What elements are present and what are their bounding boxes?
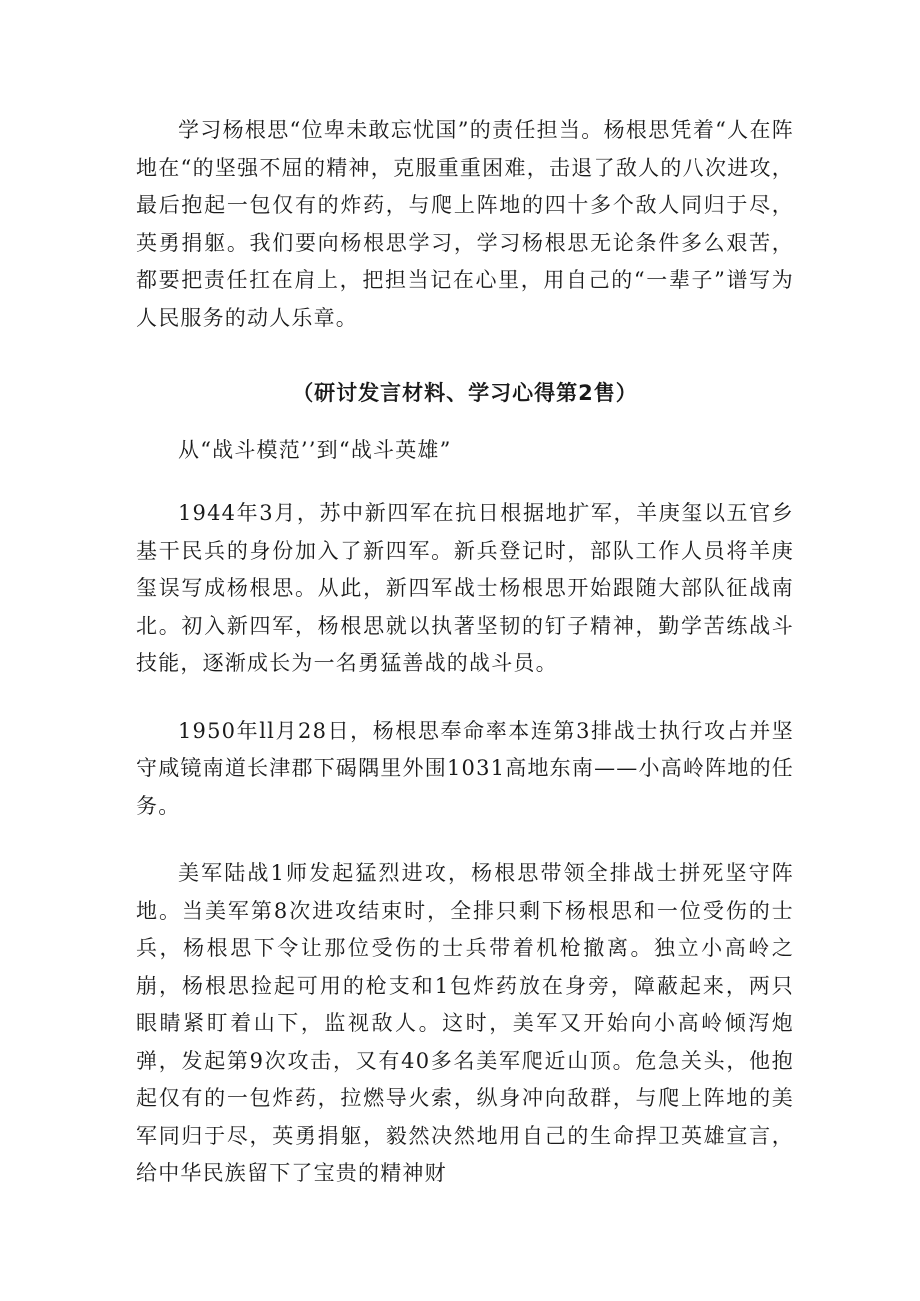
paragraph-responsibility: 学习杨根思“位卑未敢忘忧国”的责任担当。杨根思凭着“人在阵地在“的坚强不屈的精神，克服重重困难，击退了敌人的八次进攻，最后抱起一包仅有的炸药，与爬上阵地的四十多个敌人同归于尽，英勇捐躯。我们要向杨根思学习，学习杨根思无论条件多么艰苦，都要把责任扛在肩上，把担当记在心里，用自己的“一辈子”谱写为人民服务的动人乐章。 (136, 118, 794, 330)
paragraph-enlistment: 1944年3月，苏中新四军在抗日根据地扩军，羊庚玺以五官乡基干民兵的身份加入了新四军。新兵登记时，部队工作人员将羊庚玺误写成杨根思。从此，新四军战士杨根思开始跟随大部队征战南北。初入新四军，杨根思就以执著坚韧的钉子精神，勤学苦练战斗技能，逐渐成长为一名勇猛善战的战斗员。 (136, 501, 794, 675)
paragraph-mission: 1950年ll月28日，杨根思奉命率本连第3排战士执行攻占并坚守咸镜南道长津郡下碣隅里外围1031高地东南——小高岭阵地的任务。 (136, 718, 794, 818)
section-heading: （研讨发言材料、学习心得第2售） (292, 381, 638, 405)
section-subtitle: 从“战斗模范’’到“战斗英雄” (178, 437, 452, 462)
paragraph-sacrifice: 美军陆战1师发起猛烈进攻，杨根思带领全排战士拼死坚守阵地。当美军第8次进攻结束时，全排只剩下杨根思和一位受伤的士兵，杨根思下令让那位受伤的士兵带着机枪撤离。独立小高岭之崩，杨根思捡起可用的枪支和1包炸药放在身旁，障蔽起来，两只眼睛紧盯着山下，监视敌人。这时，美军又开始向小高岭倾泻炮弹，发起第9次攻击，又有40多名美军爬近山顶。危急关头，他抱起仅有的一包炸药，拉燃导火索，纵身冲向敌群，与爬上阵地的美军同归于尽，英勇捐躯，毅然决然地用自己的生命捍卫英雄宣言，给中华民族留下了宝贵的精神财 (136, 861, 794, 1185)
